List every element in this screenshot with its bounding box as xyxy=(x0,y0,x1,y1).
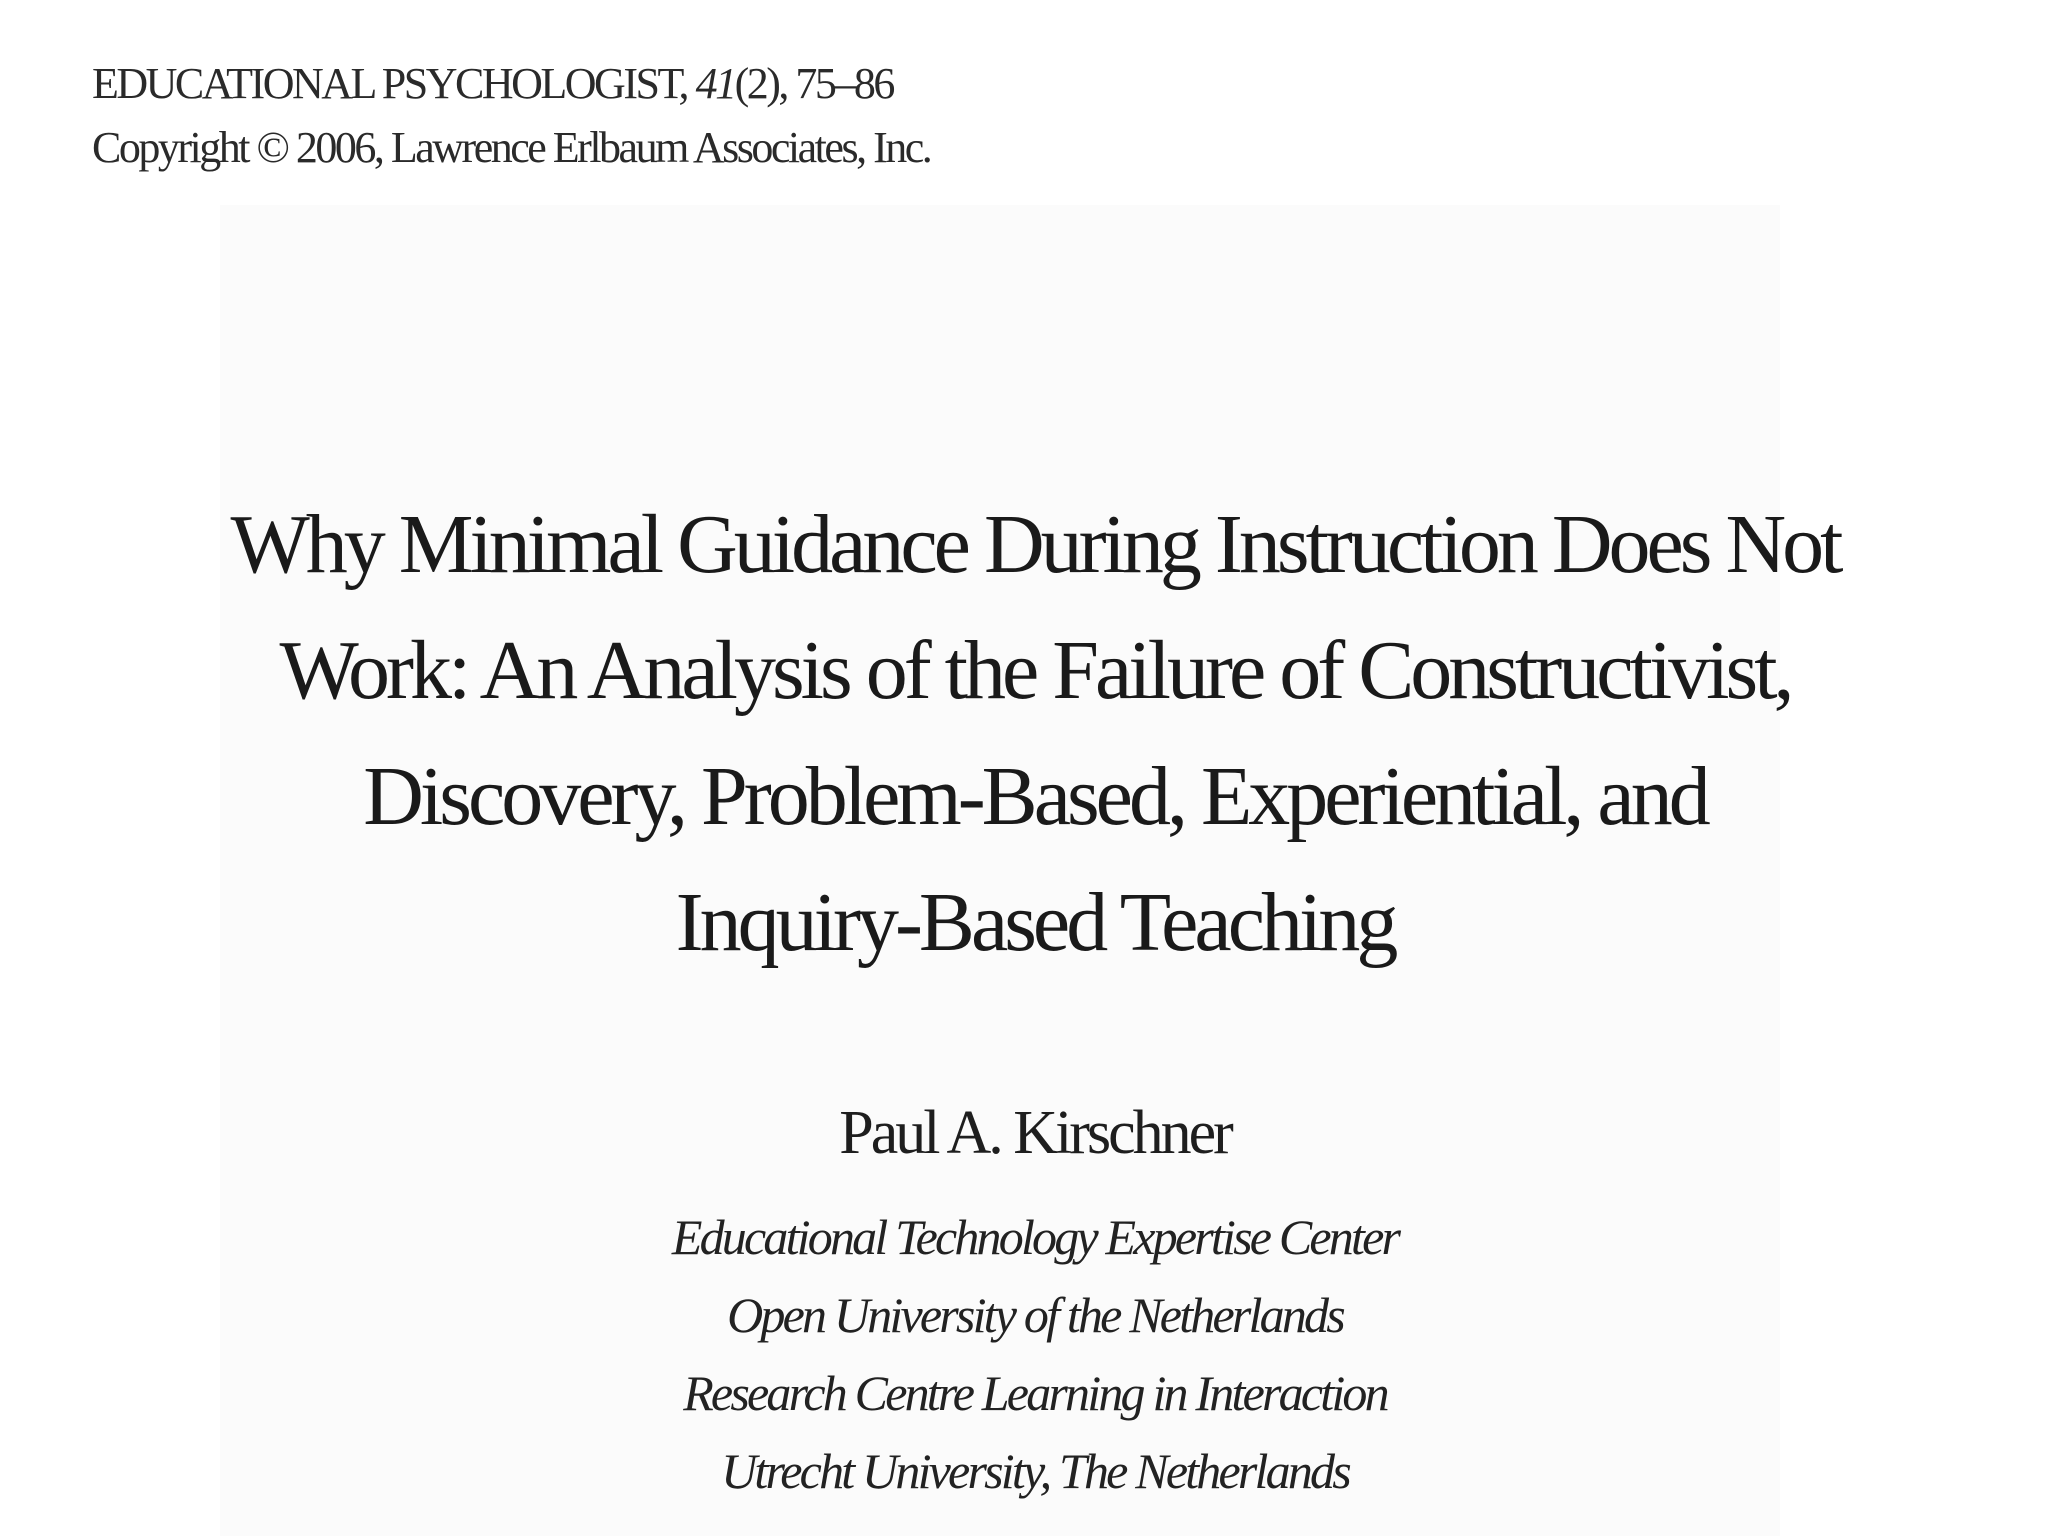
citation-line xyxy=(92,52,930,116)
affiliation-line: Research Centre Learning in Interaction xyxy=(683,1365,1387,1421)
author-affiliations xyxy=(140,1198,1930,1510)
title-line: Discovery, Problem-Based, Experiential, and xyxy=(363,750,1707,843)
journal-name: EDUCATIONAL PSYCHOLOGIST, xyxy=(92,59,688,108)
title-line: Work: An Analysis of the Failure of Constructivist, xyxy=(279,624,1791,717)
journal-volume: 41 xyxy=(695,59,735,108)
title-line: Inquiry-Based Teaching xyxy=(675,876,1395,969)
article-title xyxy=(140,482,1930,986)
journal-issue-pages: (2), 75–86 xyxy=(734,59,893,108)
title-line: Why Minimal Guidance During Instruction Does Not xyxy=(230,498,1840,591)
affiliation-line: Educational Technology Expertise Center xyxy=(671,1209,1399,1265)
journal-header xyxy=(92,52,930,180)
copyright-line: Copyright © 2006, Lawrence Erlbaum Associates, Inc. xyxy=(92,123,931,172)
affiliation-line: Open University of the Netherlands xyxy=(727,1287,1343,1343)
author-name: Paul A. Kirschner xyxy=(839,1099,1231,1167)
affiliation-line: Utrecht University, The Netherlands xyxy=(721,1443,1349,1499)
